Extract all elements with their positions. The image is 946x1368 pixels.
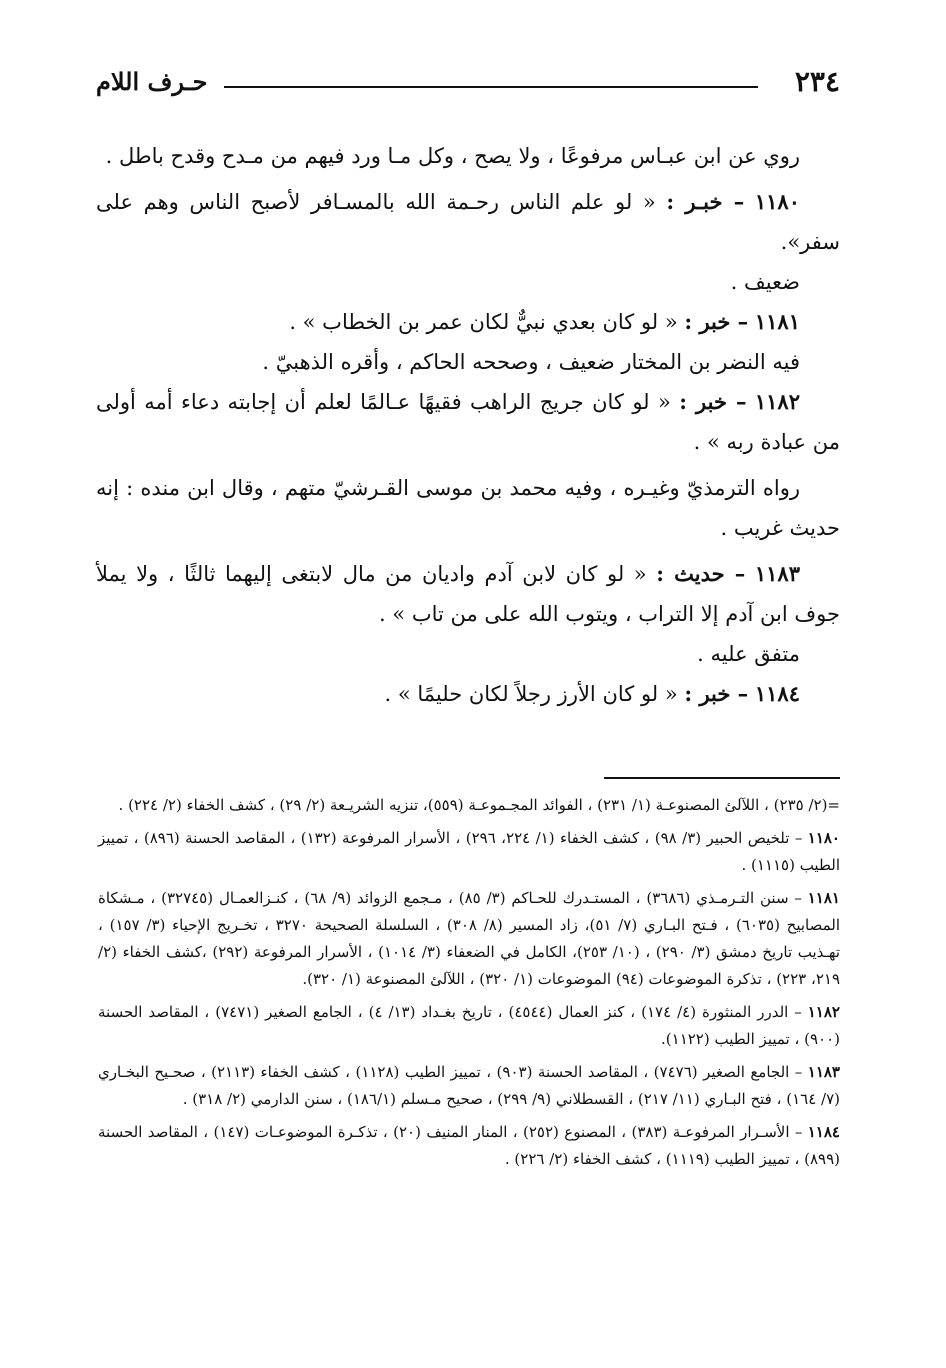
footnote-text: =(٢/ ٢٣٥) ، اللآلئ المصنوعـة (١/ ٢٣١) ، الفوائد المجـموعـة (٥٥٩)، تنزيه الشريـعة (٢/ ٢٩) ، كشف الخفاء (٢/ ٢٢٤) . <box>118 796 840 814</box>
entry-1181-comment: فيه النضر بن المختار ضعيف ، وصححه الحاكم ، وأقره الذهبيّ . <box>262 350 800 374</box>
entry-number: ١١٨١ <box>754 309 800 334</box>
entry-label: – خبر : <box>684 681 749 706</box>
entry-1182-comment: رواه الترمذيّ وغيـره ، وفيه محمد بن موسى القـرشيّ متهم ، وقال ابن منده : إنه حديث غريب . <box>96 476 840 540</box>
entry-text: « لو كان جريج الراهب فقيهًا عـالمًا لعلم أن إجابته دعاء أمه أولى من عبادة ربه » . <box>96 390 840 454</box>
footnotes <box>98 792 840 1179</box>
footnote <box>98 885 840 993</box>
entry-text: « لو كان الأرز رجلاً لكان حليمًا » . <box>384 682 678 706</box>
footnote-text: – الأسـرار المرفوعـة (٣٨٣) ، المصنوع (٢٥٢) ، المنار المنيف (٢٠) ، تذكـرة الموضوعـات (١٤٧) ، المقاصد الحسنة (٨٩٩) ، تمييز الطيب (١١١٩) ، كشف الخفاء (٢/ ٢٢٦) . <box>98 1123 840 1168</box>
header-rule <box>224 86 758 88</box>
footnote-number: ١١٨١ <box>807 889 840 907</box>
entry-1181 <box>96 302 840 342</box>
footnote <box>98 999 840 1053</box>
entry-1180 <box>96 182 840 262</box>
footnote-number: ١١٨٤ <box>807 1123 840 1141</box>
entry-text: « لو كان بعدي نبيٌّ لكان عمر بن الخطاب » . <box>289 310 678 334</box>
entry-1180-comment: ضعيف . <box>730 270 800 294</box>
footnote-text: – الجامع الصغير (٧٤٧٦) ، المقاصد الحسنة (٩٠٣) ، تمييز الطيب (١١٢٨) ، كشف الخفاء (٢١١٣) ، صحـيح البخـاري (٧/ ١٦٤) ، فتح البـاري (١١/ ٢١٧) ، القسطلاني (٩/ ٢٩٩) ، صحيح مـسلم (١٨٦/١) ، سنن الدارمي (٢/ ٣١٨) . <box>98 1063 840 1108</box>
footnote <box>98 825 840 879</box>
footnote-separator <box>604 777 840 779</box>
entry-1182 <box>96 382 840 462</box>
entry-label: – خبر : <box>679 389 747 414</box>
entry-label: – خبـر : <box>666 189 745 214</box>
footnote-text: – الدرر المنثورة (٤/ ١٧٤) ، كنز العمال (٤٥٤٤) ، تاريخ بغـداد (١٣/ ٤) ، الجامع الصغير (٧٤٧١) ، المقاصد الحسنة (٩٠٠) ، تمييز الطيب (١١٢٢). <box>98 1003 840 1048</box>
footnote-number: ١١٨٢ <box>807 1003 840 1021</box>
page-number: ٢٣٤ <box>794 65 840 98</box>
main-text <box>96 136 840 714</box>
entry-1183 <box>96 554 840 634</box>
entry-number: ١١٨٠ <box>754 189 800 214</box>
continuation-paragraph: روي عن ابن عبـاس مرفوعًا ، ولا يصح ، وكل مـا ورد فيهم من مـدح وقدح باطل . <box>105 144 800 168</box>
entry-label: – خبر : <box>684 309 749 334</box>
entry-text: « لو كان لابن آدم واديان من مال لابتغى إليهما ثالثًا ، ولا يملأ جوف ابن آدم إلا التراب ، ويتوب الله على من تاب » . <box>96 562 840 626</box>
running-title: حـرف اللام <box>96 67 208 96</box>
footnote-text: – سنن التـرمـذي (٣٦٨٦) ، المستـدرك للحـاكم (٣/ ٨٥) ، مـجمع الزوائد (٩/ ٦٨) ، كنـزالعمـال (٣٢٧٤٥) ، مـشكاة المصابيح (٦٠٣٥) ، فـتح البـاري (٧/ ٥١)، زاد المسير (٨/ ٣٠٨) ، السلسلة الصحيحة ٣٢٧٠ ، تخـريج الإحياء (٣/ ١٥٧) ، تهـذيب تاريخ دمشق (٣/ ٢٩٠) ، (١٠/ ٢٥٣)، الكامل في الضعفاء (٣/ ١٠١٤) ، الأسرار المرفوعة (٢٩٢) ،كشف الخفاء (٢/ ٢١٩، ٢٢٣) ، تذكرة الموضوعات (٩٤) الموضوعات (١/ ٣٢٠) ، اللآلئ المصنوعة (١/ ٣٢٠). <box>98 889 841 988</box>
entry-text: « لو علم الناس رحـمة الله بالمسـافر لأصبح الناس وهم على سفر». <box>96 190 840 254</box>
entry-number: ١١٨٢ <box>754 389 800 414</box>
footnote-number: ١١٨٠ <box>807 829 840 847</box>
entry-1184 <box>96 674 840 714</box>
entry-number: ١١٨٣ <box>754 561 800 586</box>
footnote-text: – تلخيص الحبير (٣/ ٩٨) ، كشف الخفاء (١/ ٢٢٤، ٢٩٦) ، الأسرار المرفوعة (١٣٢) ، المقاصد الحسنة (٨٩٦) ، تمييز الطيب (١١١٥) . <box>98 829 840 874</box>
page-header <box>96 62 840 102</box>
entry-number: ١١٨٤ <box>754 681 800 706</box>
entry-label: – حديث : <box>656 561 746 586</box>
footnote <box>98 1119 840 1173</box>
footnote <box>98 1059 840 1113</box>
footnote-number: ١١٨٣ <box>807 1063 840 1081</box>
entry-1183-comment: متفق عليه . <box>697 642 800 666</box>
footnote <box>98 792 840 819</box>
